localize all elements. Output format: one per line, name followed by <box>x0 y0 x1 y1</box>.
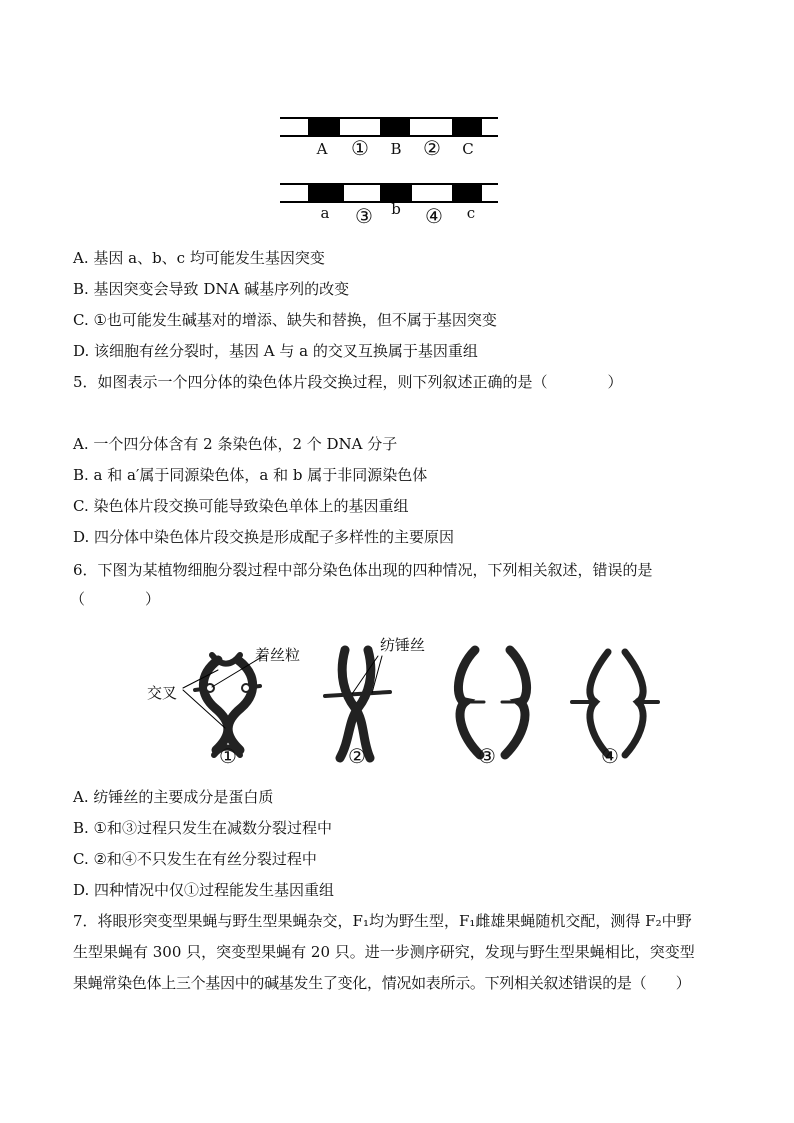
q5-option-c: C. 染色体片段交换可能导致染色单体上的基因重组 <box>73 497 409 515</box>
chromosome-division-figure <box>140 630 660 775</box>
q6-stem-blank: （ ） <box>70 590 161 608</box>
label-crossover: 交叉 <box>147 685 178 702</box>
q7-line-2: 生型果蝇有 300 只，突变型果蝇有 20 只。进一步测序研究，发现与野生型果蝇相比，突变型 <box>73 943 695 961</box>
figure-number-4: ④ <box>601 744 619 768</box>
label-2: ② <box>423 136 441 160</box>
figure-number-2: ② <box>348 744 366 768</box>
label-centromere: 着丝粒 <box>255 647 301 664</box>
label-c: c <box>466 204 476 222</box>
figure-2-chromosomes <box>325 650 390 758</box>
gene-A-band <box>308 118 340 136</box>
figure-4-chromosomes <box>572 652 658 755</box>
q5-option-b: B. a 和 a′属于同源染色体，a 和 b 属于非同源染色体 <box>73 466 428 484</box>
q4-option-a: A. 基因 a、b、c 均可能发生基因突变 <box>73 249 325 267</box>
q4-option-d: D. 该细胞有丝分裂时，基因 A 与 a 的交叉互换属于基因重组 <box>73 342 478 360</box>
q6-option-a: A. 纺锤丝的主要成分是蛋白质 <box>73 788 274 806</box>
label-a: a <box>320 204 330 222</box>
gene-c-band <box>452 184 482 202</box>
label-1: ① <box>351 136 369 160</box>
q6-option-c: C. ②和④不只发生在有丝分裂过程中 <box>73 850 317 868</box>
label-A: A <box>316 140 328 158</box>
label-C: C <box>462 140 474 158</box>
figure-1-chromosomes <box>195 655 260 755</box>
figure-3-chromosomes <box>458 650 526 755</box>
q6-option-b: B. ①和③过程只发生在减数分裂过程中 <box>73 819 333 837</box>
chromosome-figure <box>270 110 510 230</box>
figure-number-1: ① <box>219 744 237 768</box>
q5-option-d: D. 四分体中染色体片段交换是形成配子多样性的主要原因 <box>73 528 455 546</box>
label-4: ④ <box>425 204 443 228</box>
q7-line-3: 果蝇常染色体上三个基因中的碱基发生了变化，情况如表所示。下列相关叙述错误的是（ ） <box>73 974 691 992</box>
label-spindle: 纺锤丝 <box>380 637 426 654</box>
q6-stem: 6．下图为某植物细胞分裂过程中部分染色体出现的四种情况，下列相关叙述，错误的是 <box>73 561 653 579</box>
q4-option-c: C. ①也可能发生碱基对的增添、缺失和替换，但不属于基因突变 <box>73 311 497 329</box>
label-3: ③ <box>355 204 373 228</box>
q4-option-b: B. 基因突变会导致 DNA 碱基序列的改变 <box>73 280 350 298</box>
gene-a-band <box>308 184 344 202</box>
gene-B-band <box>380 118 410 136</box>
label-b: b <box>391 200 401 218</box>
gene-C-band <box>452 118 482 136</box>
label-B: B <box>390 140 402 158</box>
q6-option-d: D. 四种情况中仅①过程能发生基因重组 <box>73 881 335 899</box>
q7-line-1: 7．将眼形突变型果蝇与野生型果蝇杂交，F₁均为野生型，F₁雌雄果蝇随机交配，测得 F₂中野 <box>73 912 692 930</box>
figure-number-3: ③ <box>478 744 496 768</box>
q5-option-a: A. 一个四分体含有 2 条染色体，2 个 DNA 分子 <box>73 435 398 453</box>
q5-stem: 5．如图表示一个四分体的染色体片段交换过程，则下列叙述正确的是（ ） <box>73 373 623 391</box>
